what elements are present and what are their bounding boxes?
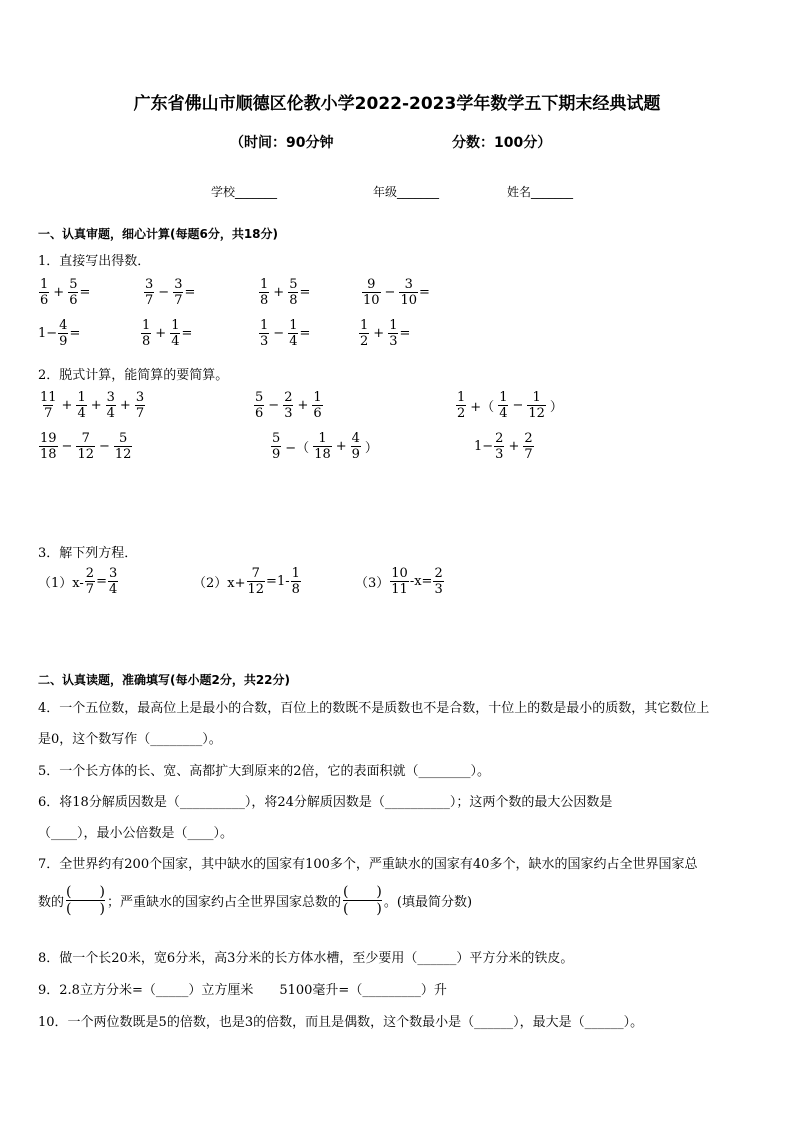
q2-label: 2．脱式计算，能简算的要简算。 bbox=[38, 368, 229, 383]
name-field: 姓名_______ bbox=[507, 185, 574, 199]
exam-time: （时间：90分钟 bbox=[230, 135, 334, 151]
q1-item-2: $\frac{3}{7}$ − $\frac{3}{7}$ = bbox=[145, 277, 196, 308]
section1-heading: 一、认真审题，细心计算(每题6分，共18分) bbox=[38, 227, 279, 241]
q2-expr-5: $\frac{5}{9}$ −（ $\frac{1}{18}$ + $\frac{4}{9}$ ） bbox=[272, 431, 378, 462]
q2-expr-3: $\frac{1}{2}$ +（ $\frac{1}{4}$ − $\frac{1}{12}$ ） bbox=[457, 390, 563, 421]
answer-fraction-2[interactable]: $\frac{( )}{( )}$ bbox=[342, 884, 382, 917]
q3-equation-1: （1）x- $\frac{2}{7}$ = $\frac{3}{4}$ bbox=[38, 566, 118, 597]
q5: 5．一个长方体的长、宽、高都扩大到原来的2倍，它的表面积就（________）。 bbox=[38, 764, 491, 779]
q6-line-2: （____），最小公倍数是（____）。 bbox=[38, 826, 234, 841]
exam-score: 分数：100分） bbox=[452, 135, 552, 151]
section2-heading: 二、认真读题，准确填写(每小题2分，共22分) bbox=[38, 673, 291, 687]
q1-item-4: $\frac{9}{10}$ − $\frac{3}{10}$ = bbox=[363, 277, 430, 308]
q6-line-1: 6．将18分解质因数是（__________），将24分解质因数是（__________）；这两个数的最大公因数是 bbox=[38, 795, 613, 810]
answer-fraction-1[interactable]: $\frac{( )}{( )}$ bbox=[66, 884, 105, 917]
q1-item-3: $\frac{1}{8}$ + $\frac{5}{8}$ = bbox=[260, 277, 311, 308]
q1-item-6: $\frac{1}{8}$ + $\frac{1}{4}$ = bbox=[142, 318, 193, 349]
q1-label: 1．直接写出得数． bbox=[38, 254, 151, 269]
q8: 8．做一个长20米，宽6分米，高3分米的长方体水槽，至少要用（______）平方分米的铁皮。 bbox=[38, 951, 574, 966]
q7-line-1: 7．全世界约有200个国家，其中缺水的国家有100多个，严重缺水的国家有40多个，缺水的国家约占全世界国家总 bbox=[38, 857, 698, 872]
q2-expr-1: $\frac{11}{7}$ + $\frac{1}{4}$ + $\frac{3}{4}$ + $\frac{3}{7}$ bbox=[40, 390, 145, 421]
q4-line-1: 4．一个五位数，最高位上是最小的合数，百位上的数既不是质数也不是合数，十位上的数是最小的质数，其它数位上 bbox=[38, 701, 710, 716]
q2-expr-2: $\frac{5}{6}$ − $\frac{2}{3}$ + $\frac{1}{6}$ bbox=[255, 390, 322, 421]
q9: 9．2.8立方分米=（_____）立方厘米 5100毫升=（_________）升 bbox=[38, 983, 447, 998]
q3-equation-2: （2）x+ $\frac{7}{12}$ =1- $\frac{1}{8}$ bbox=[193, 566, 300, 597]
q2-expr-6: 1− $\frac{2}{3}$ + $\frac{2}{7}$ bbox=[474, 431, 533, 462]
q7-line-2: 数的 $\frac{( )}{( )}$ ；严重缺水的国家约占全世界国家总数的 $\frac{( )}{( )}$ 。(填最简分数) bbox=[38, 884, 473, 917]
q1-item-5: 1− $\frac{4}{9}$ = bbox=[38, 318, 81, 349]
q3-label: 3．解下列方程． bbox=[38, 546, 138, 561]
q2-expr-4: $\frac{19}{18}$ − $\frac{7}{12}$ − $\frac{5}{12}$ bbox=[40, 431, 132, 462]
q1-item-8: $\frac{1}{2}$ + $\frac{1}{3}$ = bbox=[360, 318, 411, 349]
q10: 10．一个两位数既是5的倍数，也是3的倍数，而且是偶数，这个数最小是（______），最大是（______）。 bbox=[38, 1015, 644, 1030]
q3-equation-3: （3） $\frac{10}{11}$ -x= $\frac{2}{3}$ bbox=[355, 566, 443, 597]
q1-item-1: $\frac{1}{6}$ + $\frac{5}{6}$ = bbox=[40, 277, 91, 308]
grade-field: 年级_______ bbox=[373, 185, 440, 199]
q1-item-7: $\frac{1}{3}$ − $\frac{1}{4}$ = bbox=[260, 318, 311, 349]
q4-line-2: 是0，这个数写作（________）。 bbox=[38, 732, 222, 747]
school-field: 学校_______ bbox=[211, 185, 278, 199]
page-title: 广东省佛山市顺德区伦教小学2022-2023学年数学五下期末经典试题 bbox=[133, 94, 661, 114]
